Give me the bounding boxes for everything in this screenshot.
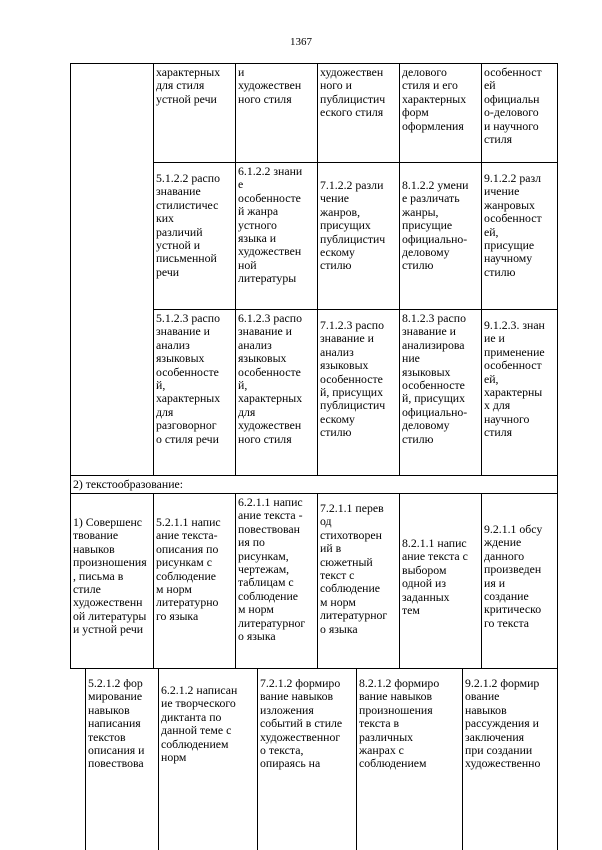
table-rule	[85, 668, 86, 850]
table-cell: 5.2.1.1 напис ание текста- описания по рисункам с соблюдение м норм литературно го языка	[156, 516, 221, 623]
table-cell: и художествен ного стиля	[238, 66, 302, 106]
table-rule	[399, 493, 400, 668]
table-cell: особенност ей официальн о-делового и научного стиля	[484, 66, 542, 147]
table-rule	[257, 668, 258, 850]
table-rule	[462, 668, 463, 850]
table-rule	[70, 63, 557, 64]
table-rule	[70, 475, 557, 476]
table-cell: 6.2.1.2 написан ие творческого диктанта по данной теме с соблюдением норм	[161, 684, 238, 765]
table-rule	[317, 63, 318, 475]
table-cell: 6.1.2.2 знани е особенносте й жанра устного языка и художествен ной литературы	[238, 165, 303, 286]
table-rule	[235, 63, 236, 475]
table-cell: 6.1.2.3 распо знавание и анализ языковых особенносте й, характерных для художествен ного стиля	[238, 312, 303, 446]
table-cell: художествен ного и публицистич еского стиля	[320, 66, 386, 120]
table-rule	[153, 63, 154, 475]
table-rule	[317, 493, 318, 668]
table-rule	[153, 493, 154, 668]
table-cell: 9.1.2.2 разл ичение жанровых особенност ей, присущие научному стилю	[484, 172, 542, 279]
page-number: 1367	[290, 36, 312, 48]
table-cell: 9.1.2.3. знан ие и применение особенност ей, характерны х для научного стиля	[484, 319, 545, 440]
table-rule	[557, 668, 558, 850]
table-cell: делового стиля и его характерных форм оформления	[402, 66, 467, 133]
table-cell: 8.2.1.2 формиро вание навыков произношения текста в различных жанрах с соблюдением	[359, 677, 440, 771]
table-rule	[356, 668, 357, 850]
table-cell: 8.1.2.3 распо знавание и анализирова ние языковых особенносте й, присущих официально- деловому стилю	[402, 312, 468, 446]
table-rule	[481, 493, 482, 668]
table-cell: 5.1.2.2 распо знавание стилистичес ких различий устной и письменной речи	[156, 172, 220, 279]
table-cell: 7.1.2.3 распо знавание и анализ языковых особенносте й, присущих публицистич ескому стилю	[320, 319, 386, 440]
table-cell: 7.2.1.1 перев од стихотворен ий в сюжетный текст с соблюдение м норм литературног о языка	[320, 502, 388, 636]
table-rule	[70, 63, 71, 668]
table-rule	[158, 668, 159, 850]
table-rule	[153, 309, 557, 310]
table-cell: 6.2.1.1 напис ание текста - повествован ия по рисункам, чертежам, таблицам с соблюдение м норм литературног о языка	[238, 496, 306, 644]
table-cell: 1) Совершенс твование навыков произношения , письма в стиле художественн ой литературы и устной речи	[73, 516, 147, 637]
table-rule	[70, 493, 557, 494]
table-cell: характерных для стиля устной речи	[156, 66, 221, 106]
section-heading: 2) текстообразование:	[73, 477, 184, 491]
table-rule	[557, 63, 558, 668]
table-rule	[70, 668, 557, 669]
table-cell: 7.1.2.2 разли чение жанров, присущих публицистич ескому стилю	[320, 179, 386, 273]
table-cell: 9.2.1.1 обсу ждение данного произведен ия и создание критическо го текста	[484, 523, 543, 630]
table-cell: 8.1.2.2 умени е различать жанры, присущие официально- деловому стилю	[402, 179, 469, 273]
table-cell: 7.2.1.2 формиро вание навыков изложения событий в стиле художественног о текста, опираясь на	[260, 677, 343, 771]
table-cell: 5.1.2.3 распо знавание и анализ языковых особенносте й, характерных для разговорног о стиля речи	[156, 312, 221, 446]
table-rule	[235, 493, 236, 668]
table-cell: 8.2.1.1 напис ание текста с выбором одной из заданных тем	[402, 537, 468, 618]
table-rule	[153, 162, 557, 163]
table-cell: 9.2.1.2 формир ование навыков рассуждения и заключения при создании художественно	[465, 677, 541, 771]
table-cell: 5.2.1.2 фор мирование навыков написания текстов описания и повествова	[88, 677, 145, 771]
table-rule	[399, 63, 400, 475]
table-rule	[481, 63, 482, 475]
